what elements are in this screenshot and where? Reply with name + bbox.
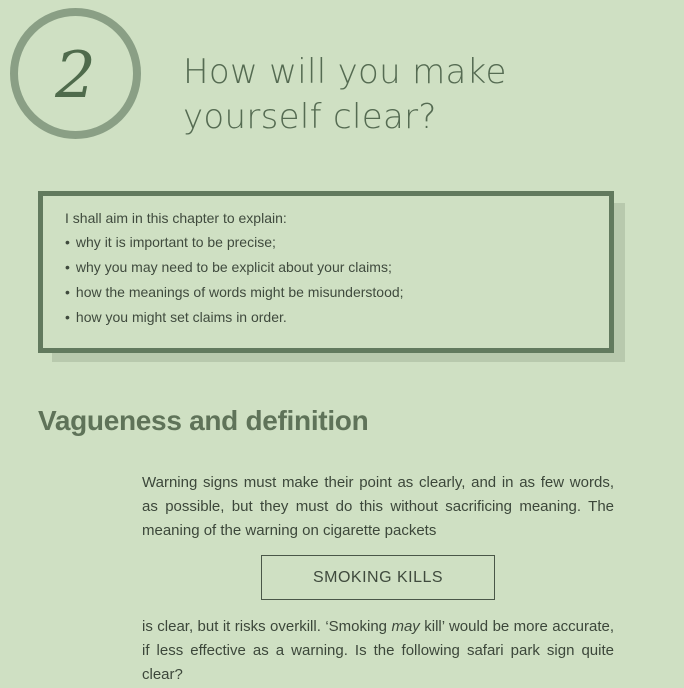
aims-list-item: • how you might set claims in order.: [65, 308, 609, 326]
emphasized-word: may: [391, 618, 420, 635]
aims-list: [65, 233, 609, 326]
chapter-aims-box: [38, 191, 614, 353]
paragraph-text: is clear, but it risks overkill. ‘Smoking: [142, 618, 392, 635]
chapter-number: 2: [55, 38, 96, 113]
chapter-title: [183, 50, 603, 140]
section-heading: Vagueness and definition: [38, 405, 369, 436]
body-paragraph-2: [142, 615, 614, 687]
body-paragraph-1: Warning signs must make their point as clearly, and in as few words, as possible, but they must do this without sacrificing meaning. The meaning of the warning on cigarette packets: [142, 474, 614, 539]
chapter-title-line-2: yourself clear?: [183, 97, 437, 137]
aims-intro: I shall aim in this chapter to explain:: [65, 210, 287, 226]
paragraph-text: kill’ would be more accurate, if less effective as a warning. Is the following safari park sign quite clear?: [142, 618, 614, 683]
chapter-number-circle: [10, 8, 141, 139]
aims-list-item: • how the meanings of words might be misunderstood;: [65, 283, 609, 301]
aims-list-item: • why it is important to be precise;: [65, 233, 609, 251]
aims-list-item: • why you may need to be explicit about your claims;: [65, 258, 609, 276]
warning-sign-text: SMOKING KILLS: [312, 568, 444, 586]
warning-sign-box: [261, 555, 495, 600]
chapter-title-line-1: How will you make: [183, 52, 507, 92]
